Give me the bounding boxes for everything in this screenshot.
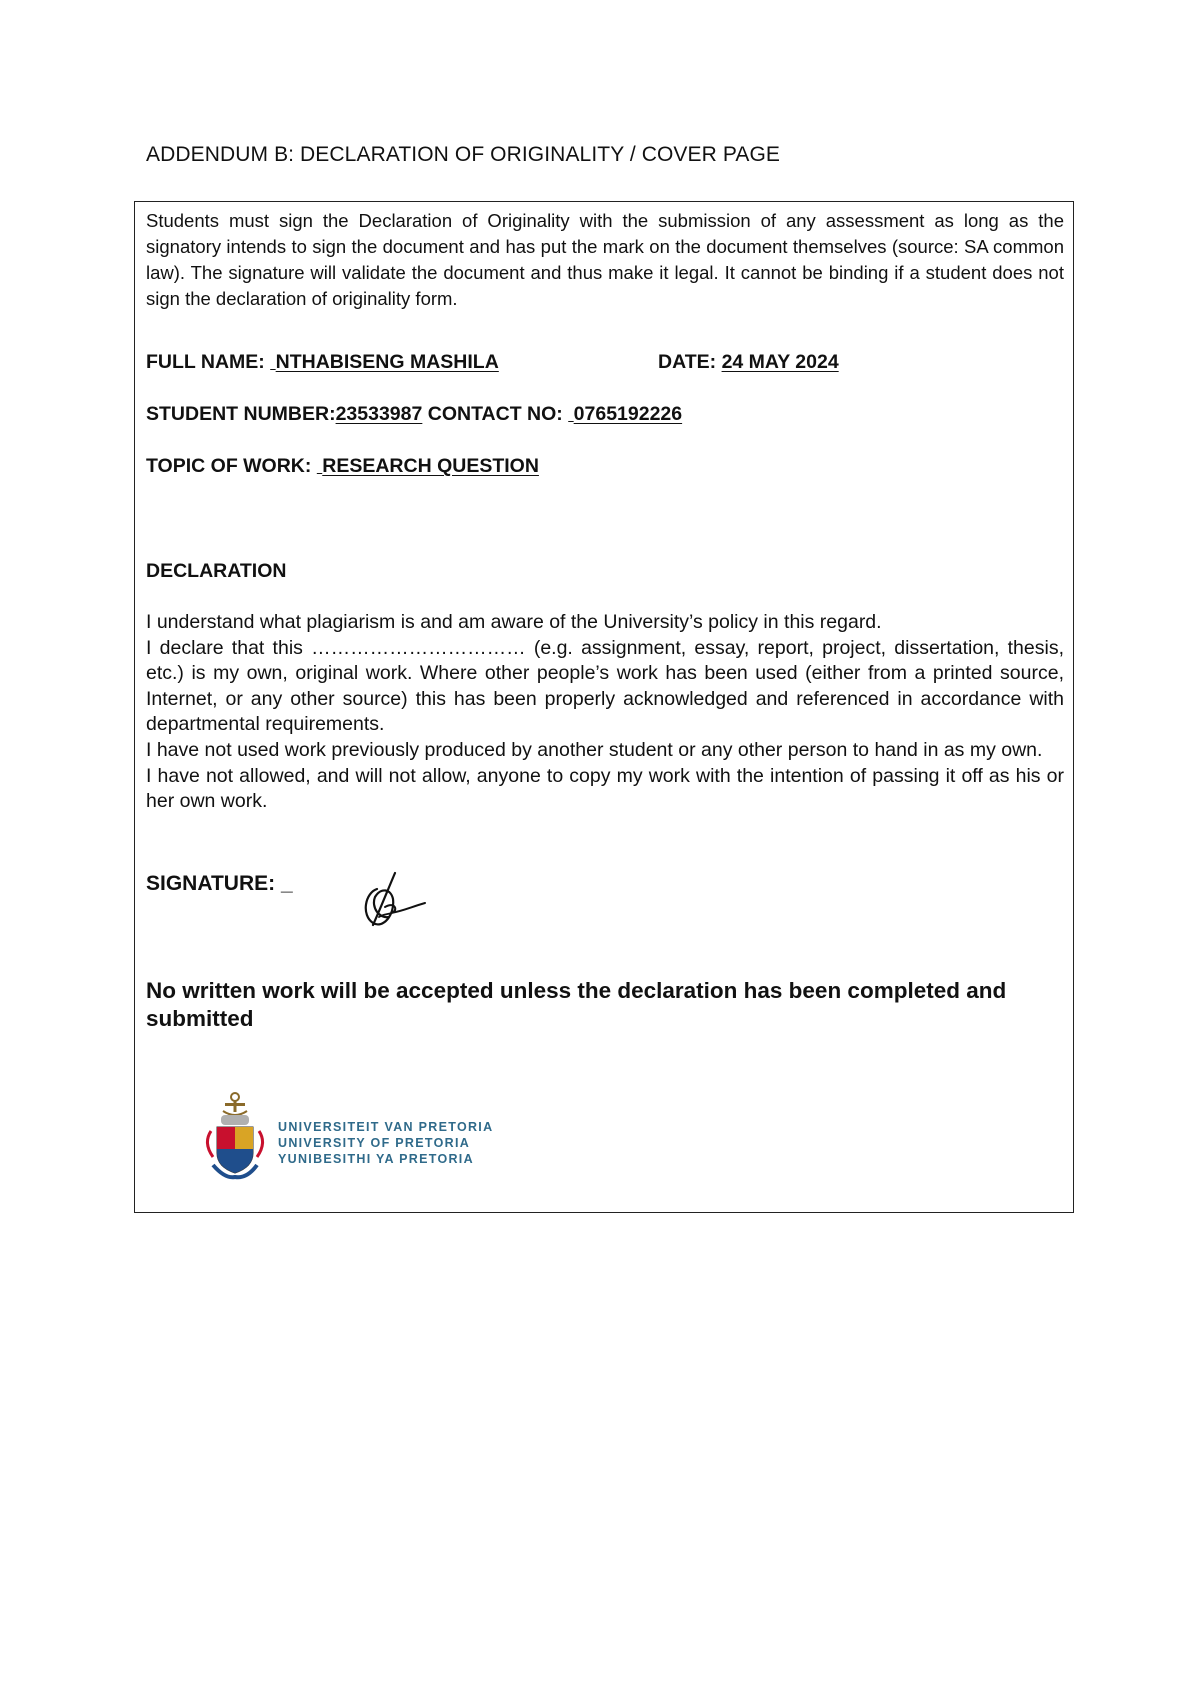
submission-notice: No written work will be accepted unless the declaration has been completed and submitted — [146, 978, 1007, 1031]
student-number-value: 23533987 — [335, 403, 423, 425]
topic-value: RESEARCH QUESTION — [322, 455, 539, 477]
topic-row — [146, 455, 539, 478]
full-name-label: FULL NAME: — [146, 351, 265, 373]
declaration-body — [146, 610, 1064, 815]
handwritten-signature — [355, 867, 435, 935]
declaration-heading: DECLARATION — [146, 560, 287, 582]
university-logo — [173, 1087, 494, 1182]
declaration-paragraph: I understand what plagiarism is and am aware of the University’s policy in this regard. — [146, 611, 882, 633]
intro-text: Students must sign the Declaration of Originality with the submission of any assessment as long as the signatory intends to sign the document and has put the mark on the document themselves (source: SA common law). The signature will validate the document and thus make it legal. It cannot be binding if a student does not sign the declaration of originality form. — [146, 210, 1064, 309]
university-name — [278, 1119, 493, 1167]
declaration-form — [134, 201, 1074, 1213]
contact-value: 0765192226 — [573, 403, 683, 425]
page-title: ADDENDUM B: DECLARATION OF ORIGINALITY / COVER PAGE — [146, 143, 781, 166]
university-name-afrikaans: UNIVERSITEIT VAN PRETORIA — [278, 1120, 494, 1134]
declaration-paragraph: I declare that this …………………………… (e.g. assignment, essay, report, project, dissertation, thesis, etc.) is my own, original work. Where other people’s work has been used (either from a printed source, Internet, or any other source) this has been properly acknowledged and referenced in accordance with departmental requirements. — [146, 636, 1064, 736]
date-value: 24 MAY 2024 — [721, 351, 839, 373]
date-row — [658, 351, 839, 374]
declaration-paragraph: I have not used work previously produced by another student or any other person to hand in as my own. — [146, 738, 1043, 761]
topic-label: TOPIC OF WORK: — [146, 455, 312, 477]
university-crest-icon — [173, 1087, 268, 1182]
full-name-value: NTHABISENG MASHILA — [275, 351, 499, 373]
full-name-row — [146, 351, 499, 374]
student-number-row — [146, 403, 682, 426]
signature-label: SIGNATURE: _ — [146, 872, 293, 895]
date-label: DATE: — [658, 351, 717, 373]
student-number-label: STUDENT NUMBER: — [146, 403, 336, 425]
university-name-english: UNIVERSITY OF PRETORIA — [278, 1136, 471, 1150]
contact-label: CONTACT NO: — [427, 403, 563, 425]
declaration-paragraph: I have not allowed, and will not allow, anyone to copy my work with the intention of passing it off as his or her own work. — [146, 764, 1064, 813]
university-name-sepedi: YUNIBESITHI YA PRETORIA — [278, 1152, 474, 1166]
